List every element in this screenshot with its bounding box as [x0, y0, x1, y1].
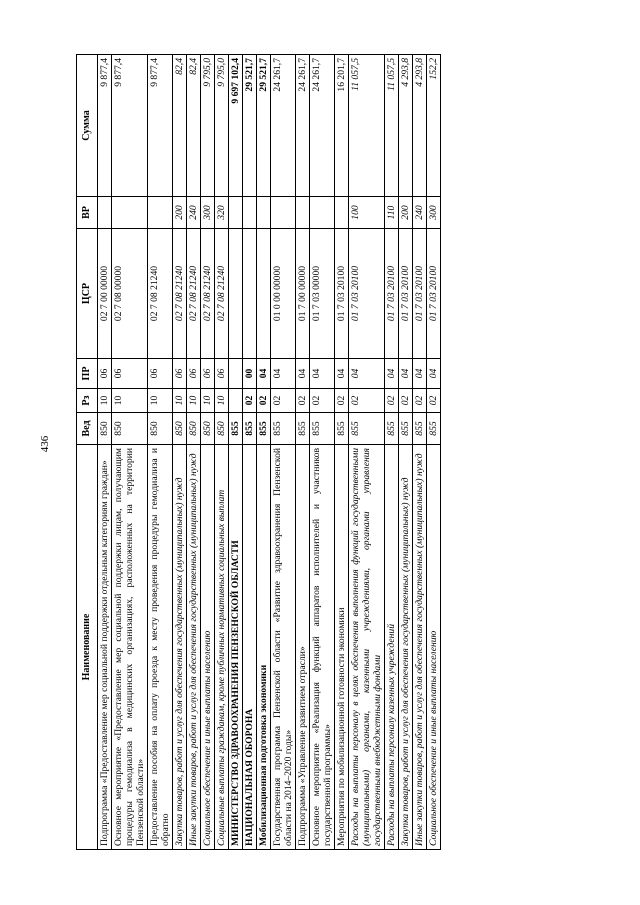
header-vr: ВР: [77, 197, 98, 229]
cell-ved: 850: [172, 413, 186, 445]
cell-csr: 01 7 03 20100: [399, 229, 413, 359]
cell-vr: [335, 197, 349, 229]
cell-name: Закупка товаров, работ и услуг для обеспечения государственных (муниципальных) нужд: [172, 445, 186, 850]
cell-vr: 240: [413, 197, 427, 229]
cell-vr: 320: [214, 197, 228, 229]
cell-name: Предоставление пособия на оплату проезда к месту проведения процедуры гемодиализа и обратно: [147, 445, 172, 850]
table-row: [172, 55, 186, 850]
cell-vr: 110: [385, 197, 399, 229]
cell-pr: 06: [111, 359, 147, 389]
cell-name: Подпрограмма «Управление развитием отрасли»: [295, 445, 309, 850]
cell-vr: [147, 197, 172, 229]
cell-csr: 02 7 08 21240: [172, 229, 186, 359]
cell-sum: 24 261,7: [310, 55, 335, 197]
cell-csr: 01 0 00 00000: [270, 229, 295, 359]
cell-vr: [295, 197, 309, 229]
cell-pr: 06: [97, 359, 111, 389]
cell-csr: 01 7 03 20100: [385, 229, 399, 359]
table-row: [413, 55, 427, 850]
cell-pr: 04: [335, 359, 349, 389]
cell-sum: 9 795,0: [214, 55, 228, 197]
cell-name: Государственная программа Пензенской области «Развитие здравоохранения Пензенской области на 2014–2020 годы»: [270, 445, 295, 850]
cell-ved: 855: [399, 413, 413, 445]
cell-csr: 02 7 08 21240: [200, 229, 214, 359]
cell-pr: 04: [295, 359, 309, 389]
cell-csr: 01 7 03 20100: [335, 229, 349, 359]
cell-sum: 82,4: [186, 55, 200, 197]
cell-ved: 855: [335, 413, 349, 445]
header-ved: Вед: [77, 413, 98, 445]
cell-sum: 9 877,4: [97, 55, 111, 197]
table-row: [256, 55, 270, 850]
cell-rz: 02: [427, 389, 441, 413]
cell-rz: 02: [295, 389, 309, 413]
cell-name: НАЦИОНАЛЬНАЯ ОБОРОНА: [242, 445, 256, 850]
cell-pr: [228, 359, 242, 389]
cell-name: МИНИСТЕРСТВО ЗДРАВООХРАНЕНИЯ ПЕНЗЕНСКОЙ ОБЛАСТИ: [228, 445, 242, 850]
cell-csr: 01 7 03 20100: [427, 229, 441, 359]
header-name: Наименование: [77, 445, 98, 850]
table-body: [97, 55, 441, 850]
budget-table: [76, 54, 441, 850]
header-pr: ПР: [77, 359, 98, 389]
cell-pr: 06: [186, 359, 200, 389]
cell-ved: 855: [270, 413, 295, 445]
cell-rz: [228, 389, 242, 413]
page-number: 436: [39, 435, 51, 453]
cell-sum: 82,4: [172, 55, 186, 197]
cell-rz: 10: [147, 389, 172, 413]
cell-vr: 200: [399, 197, 413, 229]
cell-rz: 10: [186, 389, 200, 413]
header-csr: ЦСР: [77, 229, 98, 359]
cell-csr: 01 7 00 00000: [295, 229, 309, 359]
cell-sum: 9 795,0: [200, 55, 214, 197]
cell-pr: 00: [242, 359, 256, 389]
cell-rz: 02: [413, 389, 427, 413]
header-rz: Рз: [77, 389, 98, 413]
cell-sum: 16 201,7: [335, 55, 349, 197]
cell-rz: 02: [349, 389, 385, 413]
cell-ved: 850: [214, 413, 228, 445]
cell-rz: 02: [310, 389, 335, 413]
cell-csr: 02 7 08 21240: [214, 229, 228, 359]
cell-sum: 29 521,7: [256, 55, 270, 197]
cell-name: Основное мероприятие «Реализация функций аппаратов исполнителей и участников государственной программы»: [310, 445, 335, 850]
cell-rz: 02: [399, 389, 413, 413]
cell-name: Мероприятия по мобилизационной готовности экономики: [335, 445, 349, 850]
cell-ved: 850: [200, 413, 214, 445]
cell-rz: 10: [200, 389, 214, 413]
cell-sum: 152,2: [427, 55, 441, 197]
cell-pr: 04: [349, 359, 385, 389]
cell-sum: 11 057,5: [349, 55, 385, 197]
cell-rz: 10: [97, 389, 111, 413]
cell-name: Основное мероприятие «Предоставление мер социальной поддержки лицам, получающим процедуры гемодиализа в медицинских организациях, расположенных на территории Пензенской области»: [111, 445, 147, 850]
cell-rz: 10: [111, 389, 147, 413]
table-row: [214, 55, 228, 850]
header-sum: Сумма: [77, 55, 98, 197]
cell-rz: 02: [335, 389, 349, 413]
cell-sum: 11 057,5: [385, 55, 399, 197]
cell-pr: 06: [147, 359, 172, 389]
cell-rz: 02: [242, 389, 256, 413]
cell-sum: 9 877,4: [111, 55, 147, 197]
cell-vr: [228, 197, 242, 229]
table-header-row: [77, 55, 98, 850]
cell-ved: 855: [385, 413, 399, 445]
cell-rz: 02: [385, 389, 399, 413]
cell-sum: 24 261,7: [295, 55, 309, 197]
cell-ved: 850: [147, 413, 172, 445]
cell-rz: 10: [214, 389, 228, 413]
cell-csr: 01 7 03 20100: [349, 229, 385, 359]
table-row: [335, 55, 349, 850]
cell-ved: 855: [427, 413, 441, 445]
table-row: [310, 55, 335, 850]
cell-name: Социальное обеспечение и иные выплаты населению: [427, 445, 441, 850]
cell-pr: 04: [310, 359, 335, 389]
cell-name: Иные закупки товаров, работ и услуг для обеспечения государственных (муниципальных) нужд: [186, 445, 200, 850]
table-row: [200, 55, 214, 850]
cell-csr: 02 7 00 00000: [97, 229, 111, 359]
table-row: [111, 55, 147, 850]
cell-name: Подпрограмма «Предоставление мер социальной поддержки отдельным категориям граждан»: [97, 445, 111, 850]
table-row: [228, 55, 242, 850]
cell-sum: 4 293,8: [399, 55, 413, 197]
cell-rz: 02: [256, 389, 270, 413]
cell-vr: [97, 197, 111, 229]
cell-ved: 855: [242, 413, 256, 445]
cell-pr: 04: [399, 359, 413, 389]
cell-pr: 06: [214, 359, 228, 389]
cell-csr: 01 7 03 20100: [413, 229, 427, 359]
cell-csr: 02 7 08 21240: [186, 229, 200, 359]
cell-csr: 02 7 08 21240: [147, 229, 172, 359]
table-row: [295, 55, 309, 850]
cell-csr: [256, 229, 270, 359]
cell-sum: 9 697 102,4: [228, 55, 242, 197]
cell-ved: 855: [349, 413, 385, 445]
table-row: [242, 55, 256, 850]
cell-name: Расходы на выплаты персоналу в целях обеспечения выполнения функций государственными (муниципальными) органами, казенными учреждениями, органами управления государственными внебюджетными фондами: [349, 445, 385, 850]
cell-vr: [256, 197, 270, 229]
cell-pr: 06: [172, 359, 186, 389]
cell-name: Социальные выплаты гражданам, кроме публичных нормативных социальных выплат: [214, 445, 228, 850]
cell-name: Расходы на выплаты персоналу казенных учреждений: [385, 445, 399, 850]
table-row: [97, 55, 111, 850]
cell-pr: 06: [200, 359, 214, 389]
rotated-table-container: [76, 55, 560, 850]
cell-ved: 855: [295, 413, 309, 445]
cell-ved: 855: [256, 413, 270, 445]
cell-csr: 02 7 08 00000: [111, 229, 147, 359]
cell-vr: 200: [172, 197, 186, 229]
cell-csr: 01 7 03 00000: [310, 229, 335, 359]
cell-rz: 02: [270, 389, 295, 413]
cell-vr: 240: [186, 197, 200, 229]
cell-name: Мобилизационная подготовка экономики: [256, 445, 270, 850]
cell-pr: 04: [385, 359, 399, 389]
cell-sum: 4 293,8: [413, 55, 427, 197]
cell-name: Социальное обеспечение и иные выплаты населению: [200, 445, 214, 850]
cell-sum: 9 877,4: [147, 55, 172, 197]
cell-sum: 29 521,7: [242, 55, 256, 197]
cell-ved: 850: [97, 413, 111, 445]
cell-vr: 300: [200, 197, 214, 229]
cell-pr: 04: [270, 359, 295, 389]
cell-ved: 855: [413, 413, 427, 445]
cell-name: Иные закупки товаров, работ и услуг для обеспечения государственных (муниципальных) нужд: [413, 445, 427, 850]
table-row: [427, 55, 441, 850]
cell-pr: 04: [256, 359, 270, 389]
cell-rz: 10: [172, 389, 186, 413]
cell-pr: 04: [427, 359, 441, 389]
table-row: [186, 55, 200, 850]
cell-csr: [228, 229, 242, 359]
table-row: [270, 55, 295, 850]
table-row: [385, 55, 399, 850]
cell-vr: [270, 197, 295, 229]
cell-pr: 04: [413, 359, 427, 389]
table-row: [349, 55, 385, 850]
cell-sum: 24 261,7: [270, 55, 295, 197]
cell-csr: [242, 229, 256, 359]
cell-ved: 855: [228, 413, 242, 445]
table-row: [147, 55, 172, 850]
cell-vr: [242, 197, 256, 229]
cell-name: Закупка товаров, работ и услуг для обеспечения государственных (муниципальных) нужд: [399, 445, 413, 850]
table-row: [399, 55, 413, 850]
cell-vr: [310, 197, 335, 229]
cell-vr: 100: [349, 197, 385, 229]
cell-ved: 855: [310, 413, 335, 445]
cell-ved: 850: [111, 413, 147, 445]
cell-vr: 300: [427, 197, 441, 229]
cell-vr: [111, 197, 147, 229]
cell-ved: 850: [186, 413, 200, 445]
